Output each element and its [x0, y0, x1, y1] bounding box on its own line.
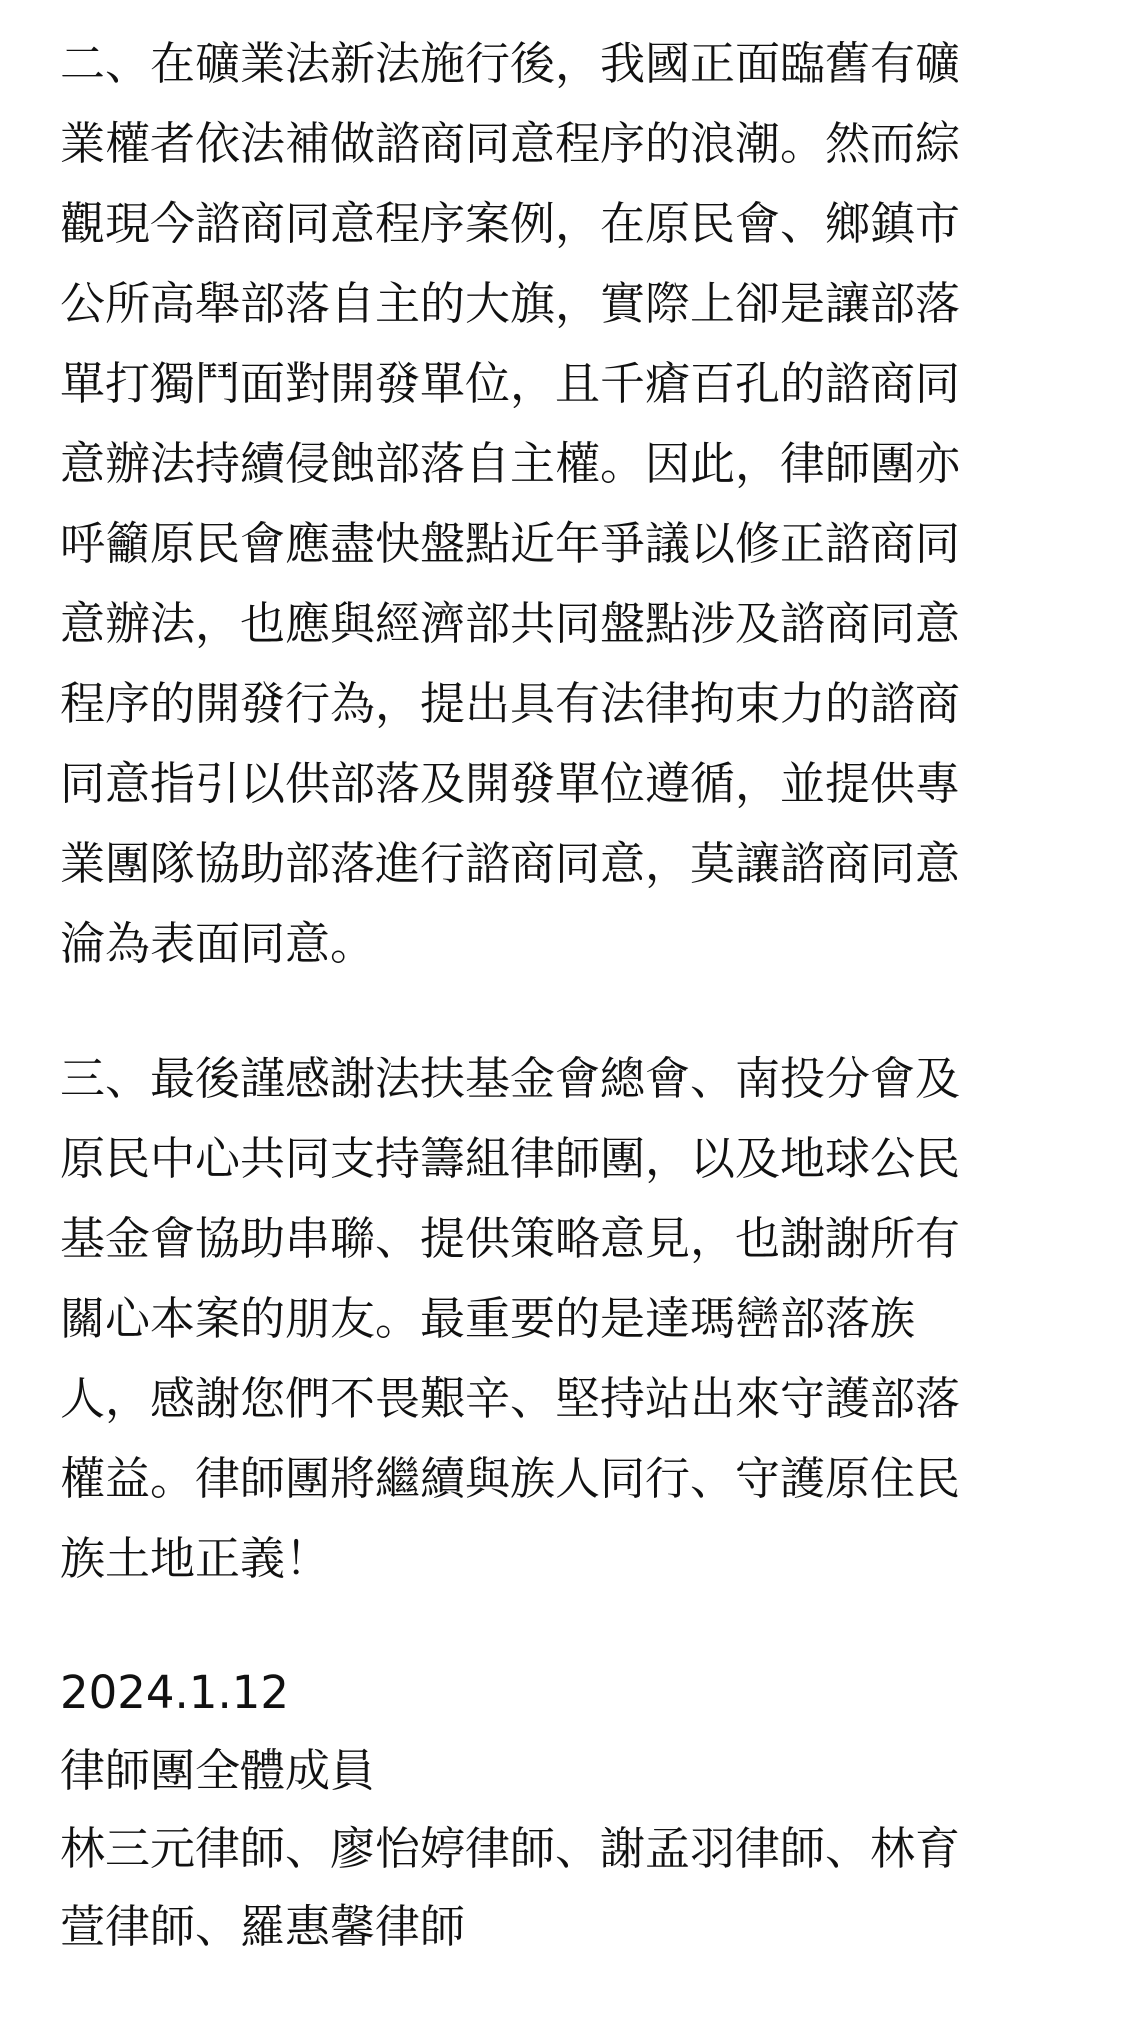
text-line: 業權者依法補做諮商同意程序的浪潮。然而綜	[60, 117, 961, 170]
statement-document	[60, 24, 1060, 1966]
statement-date: 2024.1.12	[60, 1666, 290, 1719]
paragraph-spacer	[60, 984, 1060, 1039]
text-line: 業團隊協助部落進行諮商同意，莫讓諮商同意	[60, 837, 961, 890]
section-3-paragraph	[60, 1039, 1060, 1599]
text-line: 淪為表面同意。	[60, 917, 376, 970]
text-line: 同意指引以供部落及開發單位遵循，並提供專	[60, 757, 961, 810]
signature-block	[60, 1654, 1060, 1966]
text-line: 呼籲原民會應盡快盤點近年爭議以修正諮商同	[60, 517, 961, 570]
text-line: 意辦法，也應與經濟部共同盤點涉及諮商同意	[60, 597, 961, 650]
text-line: 權益。律師團將繼續與族人同行、守護原住民	[60, 1452, 961, 1505]
text-line: 二、在礦業法新法施行後，我國正面臨舊有礦	[60, 37, 961, 90]
signatory-members: 萱律師、羅惠馨律師	[60, 1900, 466, 1953]
text-line: 族土地正義！	[60, 1532, 331, 1585]
text-line: 公所高舉部落自主的大旗，實際上卻是讓部落	[60, 277, 961, 330]
text-line: 觀現今諮商同意程序案例，在原民會、鄉鎮市	[60, 197, 961, 250]
section-2-paragraph	[60, 24, 1060, 984]
text-line: 人，感謝您們不畏艱辛、堅持站出來守護部落	[60, 1372, 961, 1425]
signatory-group: 律師團全體成員	[60, 1744, 376, 1797]
text-line: 意辦法持續侵蝕部落自主權。因此，律師團亦	[60, 437, 961, 490]
text-line: 關心本案的朋友。最重要的是達瑪巒部落族	[60, 1292, 916, 1345]
text-line: 單打獨鬥面對開發單位，且千瘡百孔的諮商同	[60, 357, 961, 410]
text-line: 原民中心共同支持籌組律師團，以及地球公民	[60, 1132, 961, 1185]
text-line: 基金會協助串聯、提供策略意見，也謝謝所有	[60, 1212, 961, 1265]
paragraph-spacer	[60, 1599, 1060, 1654]
text-line: 三、最後謹感謝法扶基金會總會、南投分會及	[60, 1052, 961, 1105]
text-line: 程序的開發行為，提出具有法律拘束力的諮商	[60, 677, 961, 730]
signatory-members: 林三元律師、廖怡婷律師、謝孟羽律師、林育	[60, 1822, 961, 1875]
